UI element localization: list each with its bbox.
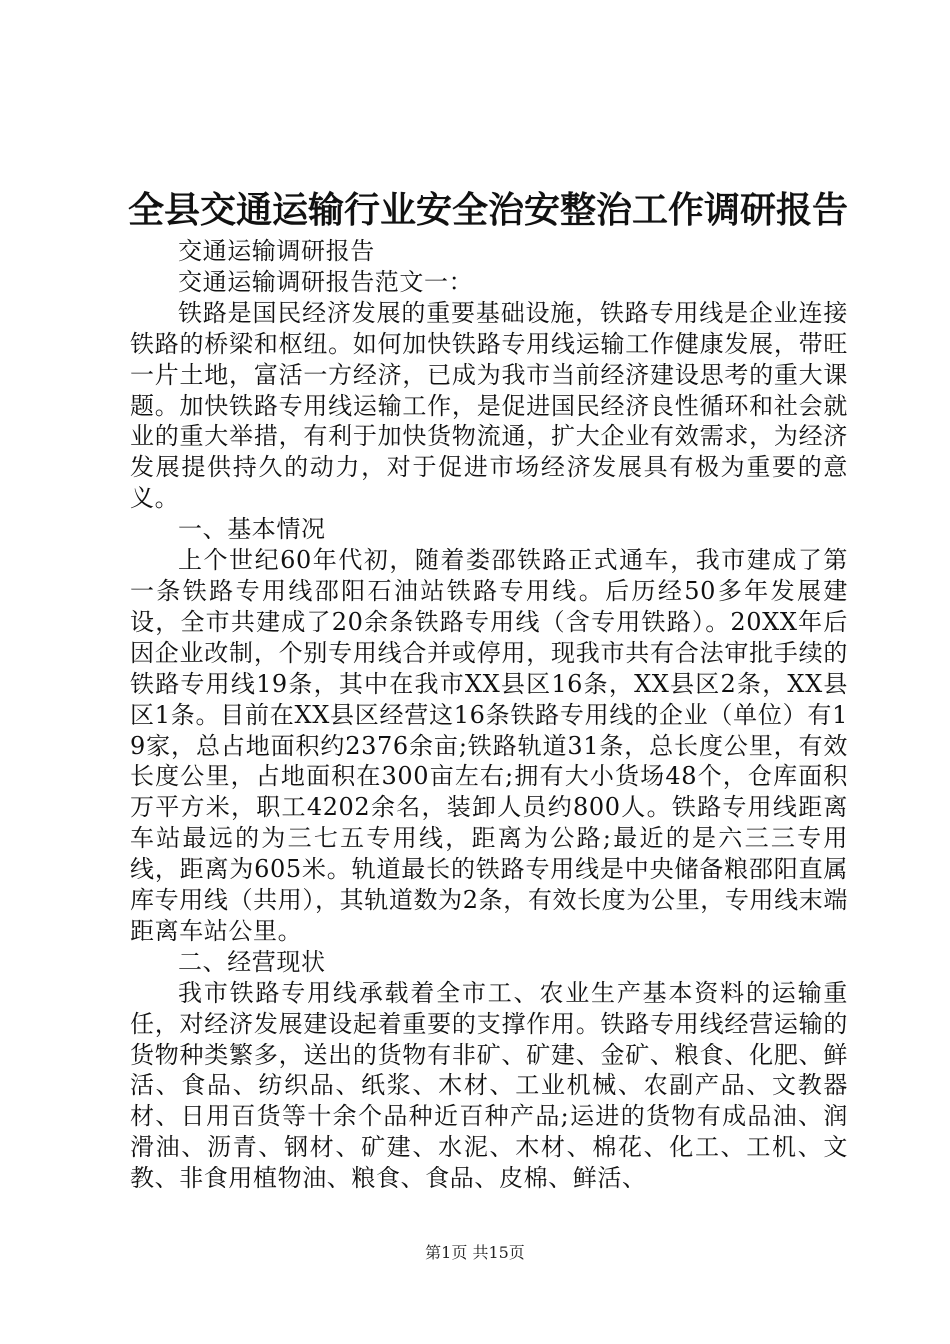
section-heading-basic: 一、基本情况 (178, 515, 326, 544)
subtitle-paragraph: 交通运输调研报告 (178, 237, 375, 265)
section-heading-operation: 二、经营现状 (178, 947, 326, 976)
sample-heading-paragraph: 交通运输调研报告范文一： (178, 267, 474, 296)
document-title: 全县交通运输行业安全治安整治工作调研报告 (128, 189, 849, 231)
page-footer: 第1页 共15页 (425, 1243, 525, 1262)
operation-status-paragraph: 我市铁路专用线承载着全市工、农业生产基本资料的运输重任，对经济发展建设起着重要的支撑作用。铁路专用线经营运输的货物种类繁多，送出的货物有非矿、矿建、金矿、粮食、化肥、鲜活、食品、纺织品、纸浆、木材、工业机械、农副产品、文教器材、日用百货等十余个品种近百种产品;运进的货物有成品油、润滑油、沥青、钢材、矿建、水泥、木材、棉花、化工、工机、文教、非食用植物油、粮食、食品、皮棉、鲜活、 (130, 978, 848, 1193)
basic-situation-paragraph: 上个世纪60年代初，随着娄邵铁路正式通车，我市建成了第一条铁路专用线邵阳石油站铁路专用线。后历经50多年发展建设，全市共建成了20余条铁路专用线（含专用铁路）。20XX年后因企业改制，个别专用线合并或停用，现我市共有合法审批手续的铁路专用线19条，其中在我市XX县区16条，XX县区2条，XX县区1条。目前在XX县区经营这16条铁路专用线的企业（单位）有19家，总占地面积约2376余亩;铁路轨道31条，总长度公里，有效长度公里，占地面积在300亩左右;拥有大小货场48个，仓库面积万平方米，职工4202余名，装卸人员约800人。铁路专用线距离车站最远的为三七五专用线，距离为公路;最近的是六三三专用线，距离为605米。轨道最长的铁路专用线是中央储备粮邵阳直属库专用线（共用），其轨道数为2条，有效长度为公里，专用线末端距离车站公里。 (130, 546, 848, 945)
intro-paragraph: 铁路是国民经济发展的重要基础设施，铁路专用线是企业连接铁路的桥梁和枢纽。如何加快铁路专用线运输工作健康发展，带旺一片土地，富活一方经济，已成为我市当前经济建设思考的重大课题。加快铁路专用线运输工作，是促进国民经济良性循环和社会就业的重大举措，有利于加快货物流通，扩大企业有效需求，为经济发展提供持久的动力，对于促进市场经济发展具有极为重要的意义。 (130, 298, 848, 513)
document-body (130, 236, 848, 1194)
